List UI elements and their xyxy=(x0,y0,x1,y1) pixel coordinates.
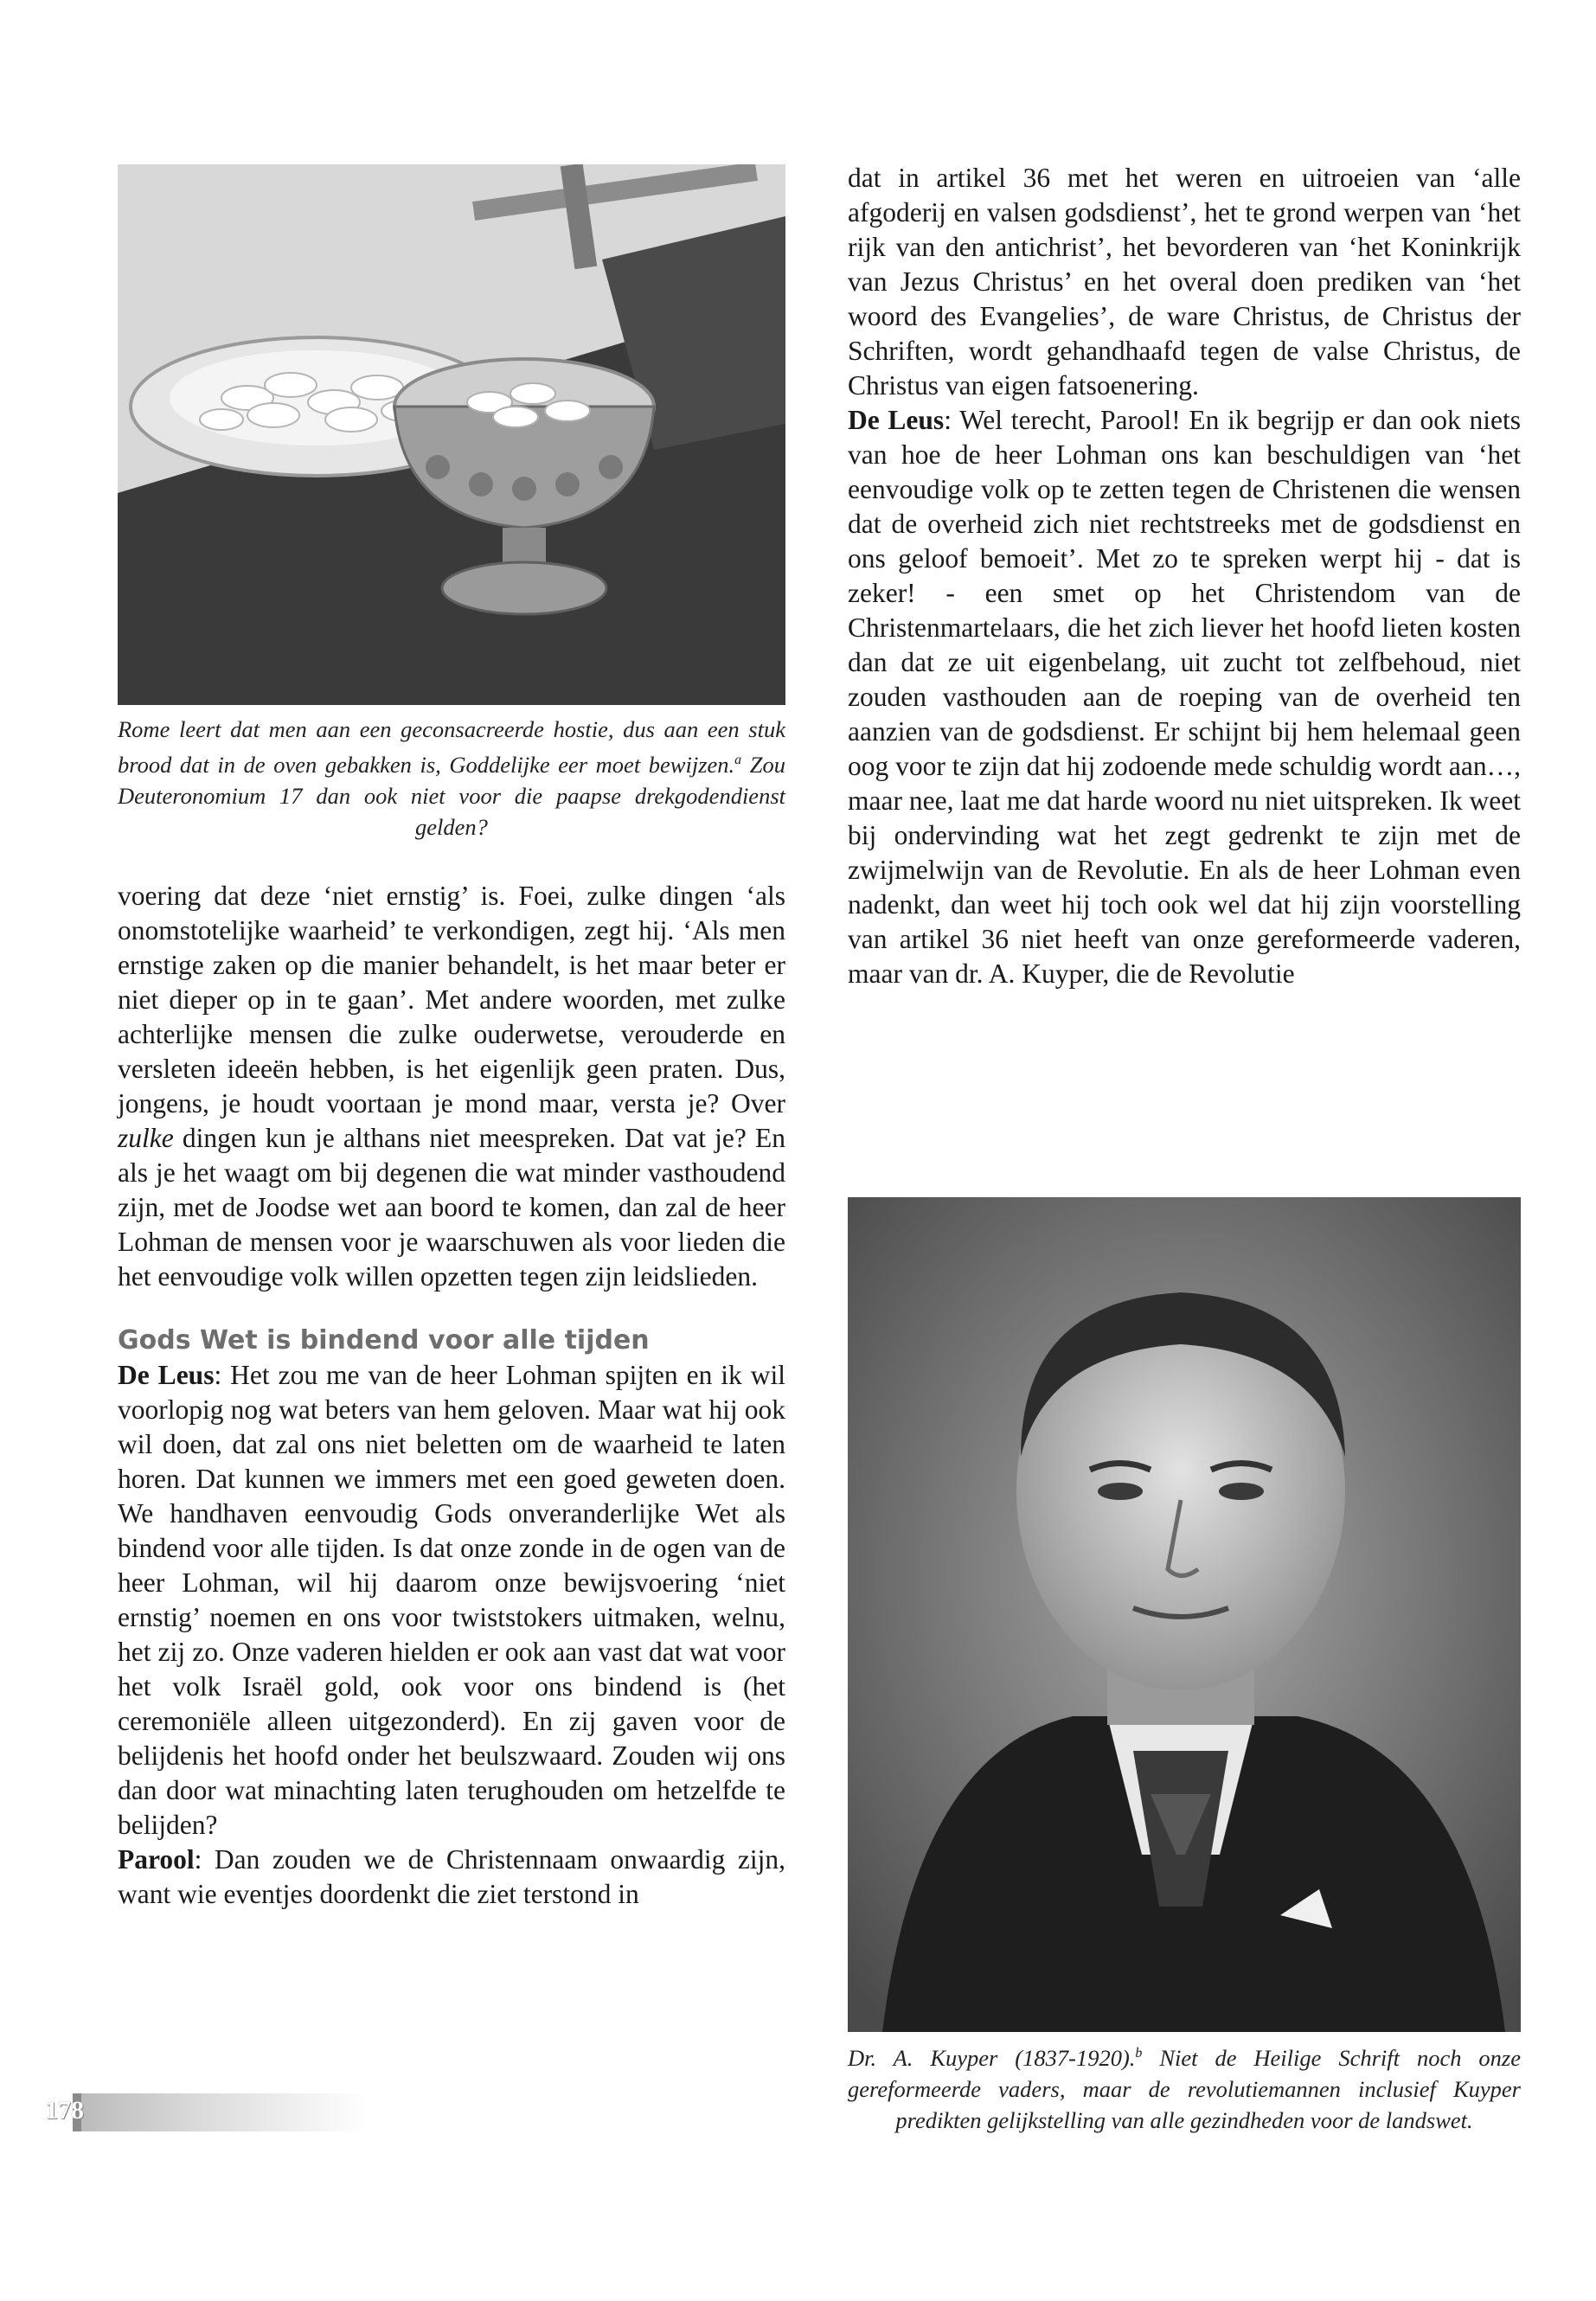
page-number-bar xyxy=(73,2093,367,2131)
right-paragraph-1: dat in artikel 36 met het weren en uitroeien van ‘alle afgoderij en valsen godsdienst’, het te grond werpen van ‘het rijk van den antichrist’, het bevorderen van ‘het Koninkrijk van Jezus Christus’ en het overal doen prediken van ‘het woord des Evangelies’, de ware Christus, de Christus der Schriften, wordt gehandhaafd tegen de valse Christus, de Christus van eigen fatsoenering. xyxy=(848,163,1521,401)
speaker-de-leus: De Leus xyxy=(848,405,945,435)
speaker-parool: Parool xyxy=(118,1843,195,1875)
right-column xyxy=(848,163,1521,2133)
hostie-caption: Rome leert dat men aan een geconsacreerde hostie, dus aan een stuk brood dat in de oven gebakken is, Goddelijke eer moet bewijzen.$^a$ Zou Deuteronomium 17 dan ook niet voor die paapse drekgodendienst gelden? xyxy=(118,716,785,840)
left-column xyxy=(118,164,785,1912)
left-paragraph-3: Parool: Dan zouden we de Christennaam onwaardig zijn, want wie eventjes doordenkt die ziet terstond in xyxy=(118,1843,785,1909)
left-body-text xyxy=(118,879,785,1912)
hostie-illustration xyxy=(118,164,785,705)
left-paragraph-2: De Leus: Het zou me van de heer Lohman spijten en ik wil voorlopig nog wat beters van hem geloven. Maar wat hij ook wil doen, dat zal ons niet beletten om de waarheid te laten horen. Dat kunnen we immers met een goed geweten doen. We handhaven eenvoudig Gods onveranderlijke Wet als bindend voor alle tijden. Is dat onze zonde in de ogen van de heer Lohman, wil hij daarom onze bewijsvoering ‘niet ernstig’ noemen en ons voor twiststokers uitmaken, welnu, het zij zo. Onze vaderen hielden er ook aan vast dat wat voor het volk Israël gold, ook voor ons bindend is (het ceremoniële alleen uitgezonderd). En zij gaven voor de belijdenis het hoofd onder het beulszwaard. Zouden wij ons dan door wat minachting laten terughouden om hetzelfde te belijden? xyxy=(118,1359,785,1840)
right-paragraph-2: De Leus: Wel terecht, Parool! En ik begrijp er dan ook niets van hoe de heer Lohman ons kan beschuldigen van ‘het eenvoudige volk op te zetten tegen de Christenen die wensen dat de overheid zich niet rechtstreeks met de godsdienst en ons geloof bemoeit’. Met zo te spreken werpt hij - dat is zeker! - een smet op het Christendom van de Christenmartelaars, die het zich liever het hoofd lieten kosten dan dat ze uit eigenbelang, uit zucht tot zelfbehoud, niet zouden vasthouden aan de roeping van de overheid ten aanzien van de godsdienst. Er schijnt bij hem helemaal geen oog voor te zijn dat hij zodoende mede schuldig wordt aan…, maar nee, laat me dat harde woord nu niet uitspreken. Ik weet bij ondervinding wat het zegt gedrenkt te zijn met de zwijmelwijn van de Revolutie. En als de heer Lohman even nadenkt, dan weet hij toch ook wel dat hij zijn voorstelling van artikel 36 niet heeft van onze gereformeerde vaderen, maar van dr. A. Kuyper, die de Revolutie xyxy=(848,405,1521,989)
page-number: 178 xyxy=(45,2096,84,2125)
footnote-marker-b: b xyxy=(1135,2046,1143,2061)
section-heading: Gods Wet is bindend voor alle tijden xyxy=(118,1324,650,1356)
kuyper-caption: Dr. A. Kuyper (1837-1920).$^b$ Niet de Heilige Schrift noch onze gereformeerde vaders, maar de revolutiemannen inclusief Kuyper predikten gelijkstelling van alle gezindheden voor de landswet. xyxy=(848,2044,1521,2133)
kuyper-portrait xyxy=(848,1197,1521,2032)
kuyper-illustration xyxy=(848,1197,1521,2032)
hostie-photo xyxy=(118,164,785,705)
footnote-marker-a: a xyxy=(734,753,742,767)
left-paragraph-1: voering dat deze ‘niet ernstig’ is. Foei, zulke dingen ‘als onomstotelijke waarheid’ te verkondigen, zegt hij. ‘Als men ernstige zaken op die manier behandelt, is het maar beter er niet dieper op in te gaan’. Met andere woorden, met zulke achterlijke mensen die zulke ouderwetse, verouderde en versleten ideeën hebben, is het eigenlijk geen praten. Dus, jongens, je houdt voortaan je mond maar, versta je? Over zulke dingen kun je althans niet meespreken. Dat vat je? En als je het waagt om bij degenen die wat minder vasthoudend zijn, met de Joodse wet aan boord te komen, dan zal de heer Lohman de mensen voor je waarschuwen als voor lieden die het eenvoudige volk willen opzetten tegen zijn leidslieden. xyxy=(118,880,785,1292)
right-body-text xyxy=(848,161,1521,991)
speaker-de-leus: De Leus xyxy=(118,1359,215,1390)
